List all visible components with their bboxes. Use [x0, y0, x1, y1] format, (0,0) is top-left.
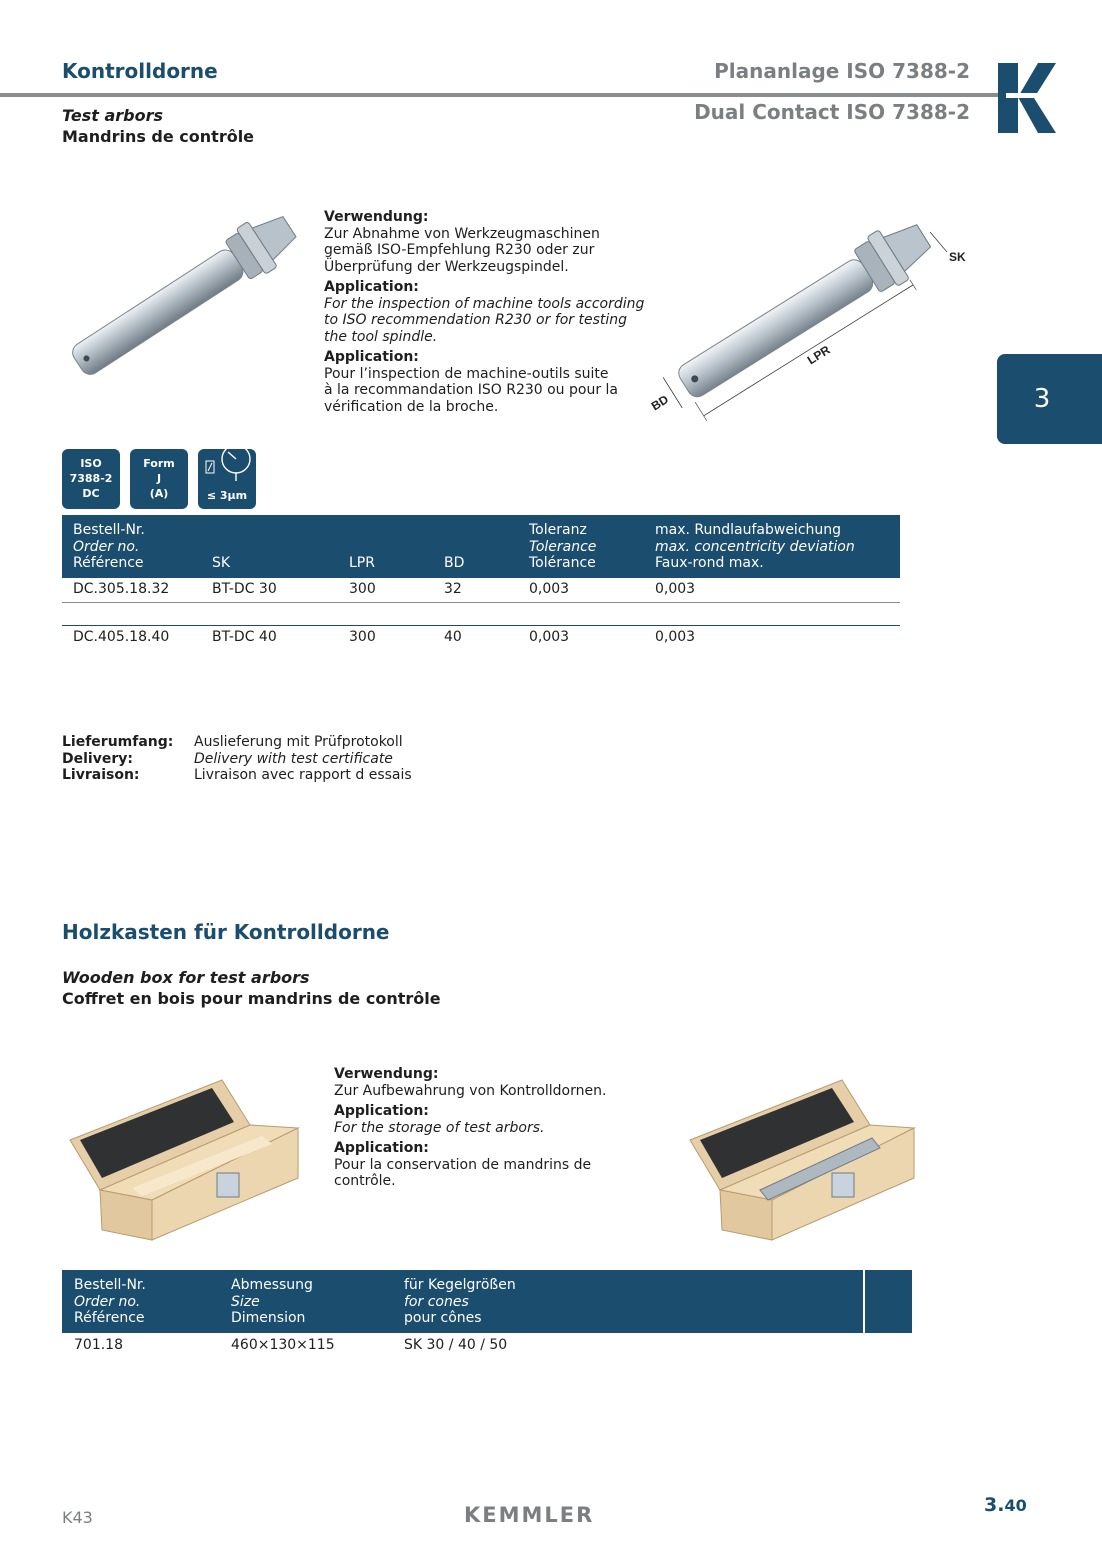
col-cones-en: for cones — [404, 1293, 469, 1310]
cell-conc: 0,003 — [655, 629, 696, 645]
runout-badge — [198, 449, 256, 509]
col-cones-fr: pour cônes — [404, 1310, 482, 1326]
page-title: Kontrolldorne — [62, 59, 218, 83]
usage-de-line: Zur Aufbewahrung von Kontrolldornen. — [334, 1082, 607, 1099]
section2-title: Holzkasten für Kontrolldorne — [62, 920, 390, 944]
col-sk: SK — [212, 555, 231, 571]
usage-en-label: Application: — [334, 1103, 429, 1119]
col-size-fr: Dimension — [231, 1310, 306, 1326]
subtitle-en: Test arbors — [62, 106, 163, 125]
delivery-labels — [62, 734, 173, 784]
badge-line: Form — [143, 457, 175, 470]
col-order-de: Bestell-Nr. — [73, 522, 145, 538]
delivery-de-text: Auslieferung mit Prüfprotokoll — [194, 734, 403, 750]
sk-label: SK — [949, 250, 966, 264]
usage-block — [324, 209, 654, 415]
footer-catalog-code: K43 — [62, 1508, 93, 1527]
table-row[interactable] — [62, 626, 900, 650]
usage-fr-label: Application: — [334, 1140, 429, 1156]
usage-de-line: Zur Abnahme von Werkzeugmaschinen — [324, 225, 600, 242]
section2-subtitle-fr: Coffret en bois pour mandrins de contrôle — [62, 989, 441, 1008]
usage-de-line: gemäß ISO-Empfehlung R230 oder zur — [324, 242, 595, 258]
col-order-fr: Référence — [73, 555, 144, 571]
usage-fr-line: Pour l’inspection de machine-outils suite — [324, 365, 609, 382]
usage-fr-line: Pour la conservation de mandrins de — [334, 1156, 592, 1173]
page-number-suffix: 40 — [1004, 1496, 1027, 1515]
delivery-texts — [194, 734, 412, 784]
bd-label: BD — [648, 392, 671, 414]
cell-order: DC.305.18.32 — [73, 581, 170, 597]
arbor-photo — [58, 205, 313, 385]
usage-de-label: Verwendung: — [334, 1066, 439, 1082]
col-size-en: Size — [231, 1293, 260, 1310]
cell-bd: 32 — [444, 581, 462, 597]
footer-brand: KEMMLER — [464, 1503, 595, 1527]
badge-line: 7388-2 — [69, 472, 113, 485]
usage-en-line: to ISO recommendation R230 or for testing — [324, 312, 628, 328]
usage-de-line: Überprüfung der Werkzeugspindel. — [324, 258, 569, 275]
arbor-dimension-drawing — [645, 180, 975, 430]
arbor-table-header — [62, 515, 900, 578]
cell-lpr: 300 — [349, 629, 376, 645]
table-row[interactable] — [62, 1334, 912, 1358]
usage-fr-line: à la recommandation ISO R230 ou pour la — [324, 382, 619, 398]
badge-line: DC — [82, 487, 100, 500]
col-tol-fr: Tolérance — [529, 555, 596, 571]
delivery-de-label: Lieferumfang: — [62, 734, 174, 750]
cell-lpr: 300 — [349, 581, 376, 597]
cell-order: DC.405.18.40 — [73, 629, 170, 645]
cell-order: 701.18 — [74, 1337, 123, 1353]
usage-en-line: the tool spindle. — [324, 328, 438, 345]
subtitle-fr: Mandrins de contrôle — [62, 127, 255, 146]
table-row[interactable] — [62, 578, 900, 603]
usage-en-line: For the storage of test arbors. — [334, 1119, 545, 1136]
header-rule — [0, 93, 998, 97]
chapter-tab[interactable] — [997, 354, 1102, 444]
cell-size: 460×130×115 — [231, 1337, 335, 1353]
usage-fr-line: contrôle. — [334, 1173, 396, 1189]
col-conc-de: max. Rundlaufabweichung — [655, 522, 842, 538]
cell-tol: 0,003 — [529, 629, 570, 645]
delivery-fr-text: Livraison avec rapport d essais — [194, 767, 412, 783]
dial-gauge-icon — [198, 449, 256, 485]
page-number-prefix: 3. — [984, 1494, 1005, 1516]
delivery-en-text: Delivery with test certificate — [194, 750, 393, 767]
delivery-en-label: Delivery: — [62, 750, 133, 767]
runout-value: ≤ 3µm — [206, 489, 248, 502]
col-cones-de: für Kegelgrößen — [404, 1277, 516, 1293]
cell-cones: SK 30 / 40 / 50 — [404, 1337, 508, 1353]
cell-tol: 0,003 — [529, 581, 570, 597]
cell-sk: BT-DC 30 — [212, 581, 277, 597]
col-order-de: Bestell-Nr. — [74, 1277, 146, 1293]
wooden-box-with-arbor-photo — [682, 1060, 917, 1245]
usage-en-label: Application: — [324, 279, 419, 295]
header-right-title-2: Dual Contact ISO 7388-2 — [694, 100, 970, 124]
col-size-de: Abmessung — [231, 1277, 313, 1293]
iso-standard-badge — [62, 449, 120, 509]
usage-en-line: For the inspection of machine tools according — [324, 295, 645, 312]
box-usage-block — [334, 1066, 664, 1190]
header-right-title-1: Plananlage ISO 7388-2 — [714, 59, 970, 83]
col-lpr: LPR — [349, 555, 375, 571]
col-order-fr: Référence — [74, 1310, 145, 1326]
chapter-number: 3 — [1033, 384, 1051, 414]
wooden-box-empty-photo — [62, 1060, 302, 1245]
box-table-header — [62, 1270, 912, 1333]
page-number — [984, 1494, 1027, 1516]
cell-conc: 0,003 — [655, 581, 696, 597]
usage-fr-label: Application: — [324, 349, 419, 365]
usage-de-label: Verwendung: — [324, 209, 429, 225]
col-conc-fr: Faux-rond max. — [655, 555, 764, 571]
col-order-en: Order no. — [73, 538, 140, 555]
delivery-fr-label: Livraison: — [62, 767, 140, 783]
section2-subtitle-en: Wooden box for test arbors — [62, 968, 310, 987]
header-divider — [863, 1270, 865, 1333]
cell-bd: 40 — [444, 629, 462, 645]
cell-sk: BT-DC 40 — [212, 629, 277, 645]
usage-fr-line: vérification de la broche. — [324, 398, 499, 415]
badge-line: ISO — [80, 457, 102, 470]
col-bd: BD — [444, 555, 465, 571]
badge-line: (A) — [149, 487, 169, 500]
col-conc-en: max. concentricity deviation — [655, 538, 855, 555]
form-badge — [130, 449, 188, 509]
col-tol-en: Tolerance — [529, 538, 597, 555]
col-order-en: Order no. — [74, 1293, 141, 1310]
col-tol-de: Toleranz — [529, 522, 587, 538]
lpr-label: LPR — [804, 342, 833, 368]
badge-line: J — [156, 472, 162, 485]
kemmler-logo-icon — [998, 63, 1056, 133]
